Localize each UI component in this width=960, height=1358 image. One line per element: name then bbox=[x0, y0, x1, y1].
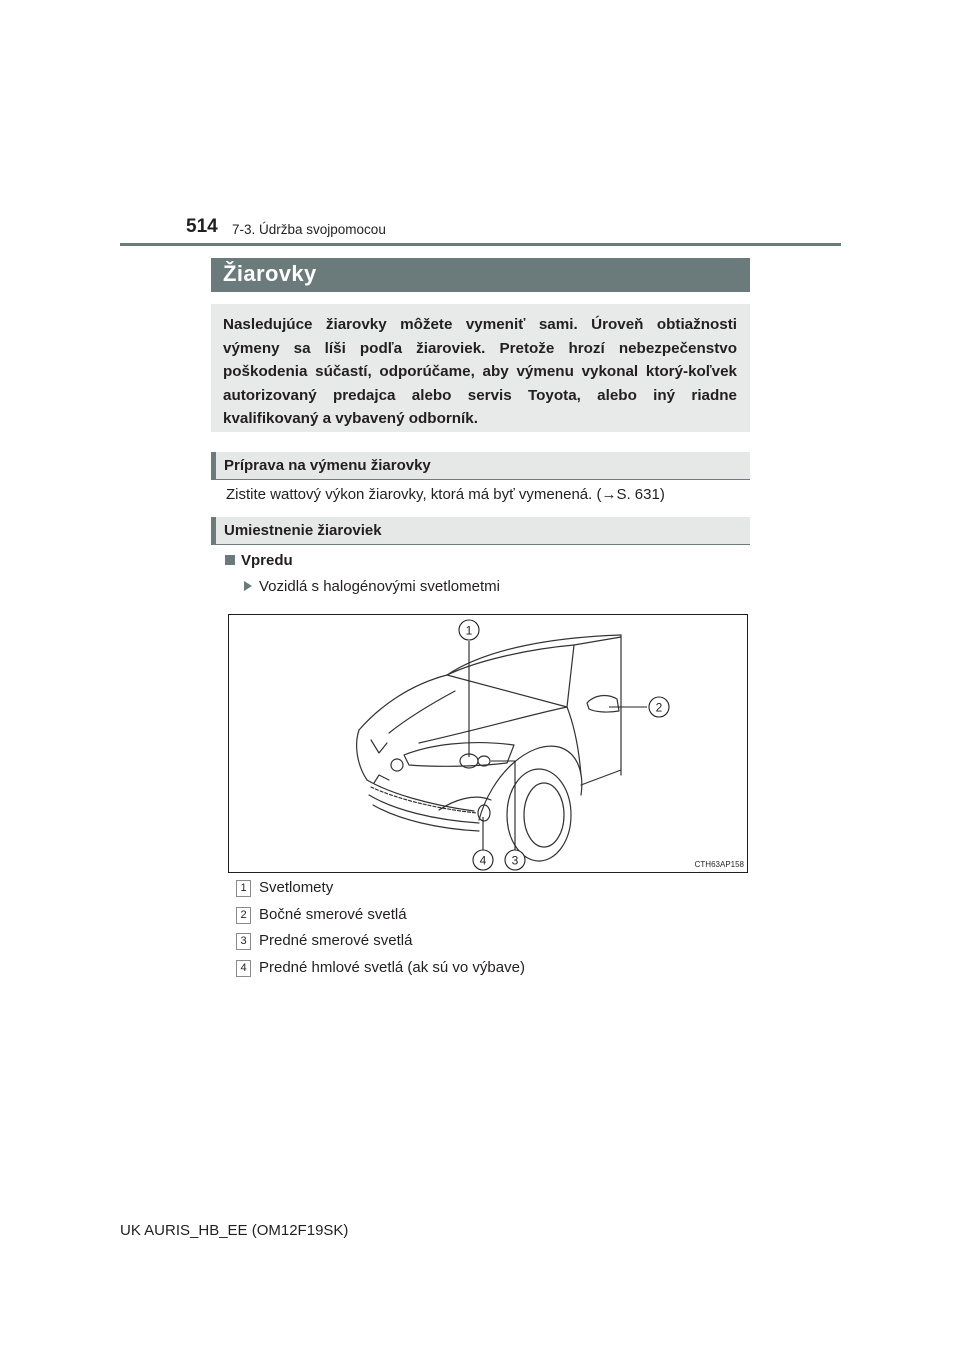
location-heading: Umiestnenie žiaroviek bbox=[224, 522, 382, 539]
callout-3-label: 3 bbox=[511, 853, 519, 868]
square-bullet-icon bbox=[225, 555, 235, 565]
preparation-heading: Príprava na výmenu žiarovky bbox=[224, 457, 431, 474]
front-section bbox=[225, 552, 293, 569]
page-number: 514 bbox=[186, 216, 218, 237]
car-front-illustration bbox=[228, 614, 748, 873]
vehicle-type bbox=[244, 578, 500, 595]
legend-item bbox=[236, 959, 525, 977]
figure-code: CTH63AP158 bbox=[694, 860, 744, 869]
preparation-text: Zistite wattový výkon žiarovky, ktorá má byť vymenená. (→S. 631) bbox=[226, 486, 665, 503]
legend-item bbox=[236, 932, 412, 950]
legend-text: Svetlomety bbox=[259, 879, 334, 896]
callout-2-label: 2 bbox=[655, 700, 663, 715]
vehicle-type-label: Vozidlá s halogénovými svetlometmi bbox=[259, 578, 500, 595]
legend-number: 2 bbox=[236, 907, 251, 924]
page-title-bar bbox=[211, 258, 750, 292]
header-divider bbox=[120, 243, 841, 246]
legend-number: 1 bbox=[236, 880, 251, 897]
section-title: 7-3. Údržba svojpomocou bbox=[232, 222, 386, 237]
footer-model-code: UK AURIS_HB_EE (OM12F19SK) bbox=[120, 1222, 349, 1239]
legend-number: 4 bbox=[236, 960, 251, 977]
legend-text: Predné smerové svetlá bbox=[259, 932, 413, 949]
triangle-bullet-icon bbox=[244, 581, 252, 591]
car-drawing bbox=[229, 615, 747, 872]
page-title: Žiarovky bbox=[223, 261, 317, 286]
intro-text: Nasledujúce žiarovky môžete vymeniť sami. Úroveň obtiažnosti výmeny sa líši podľa žiaroviek. Pretože hrozí nebezpečenstvo poškodenia súčastí, odporúčame, aby výmenu vykonal ktorý-koľvek autorizovaný predajca alebo servis Toyota, alebo iný riadne kvalifikovaný a vybavený odborník. bbox=[223, 316, 737, 427]
legend-text: Bočné smerové svetlá bbox=[259, 906, 407, 923]
front-label: Vpredu bbox=[241, 552, 293, 569]
legend-item bbox=[236, 906, 407, 924]
legend-number: 3 bbox=[236, 933, 251, 950]
legend-text: Predné hmlové svetlá (ak sú vo výbave) bbox=[259, 959, 525, 976]
intro-box bbox=[211, 304, 750, 432]
callout-1-label: 1 bbox=[465, 623, 473, 638]
preparation-heading-bar bbox=[211, 452, 750, 480]
legend-item bbox=[236, 879, 333, 897]
callout-4-label: 4 bbox=[479, 853, 487, 868]
location-heading-bar bbox=[211, 517, 750, 545]
